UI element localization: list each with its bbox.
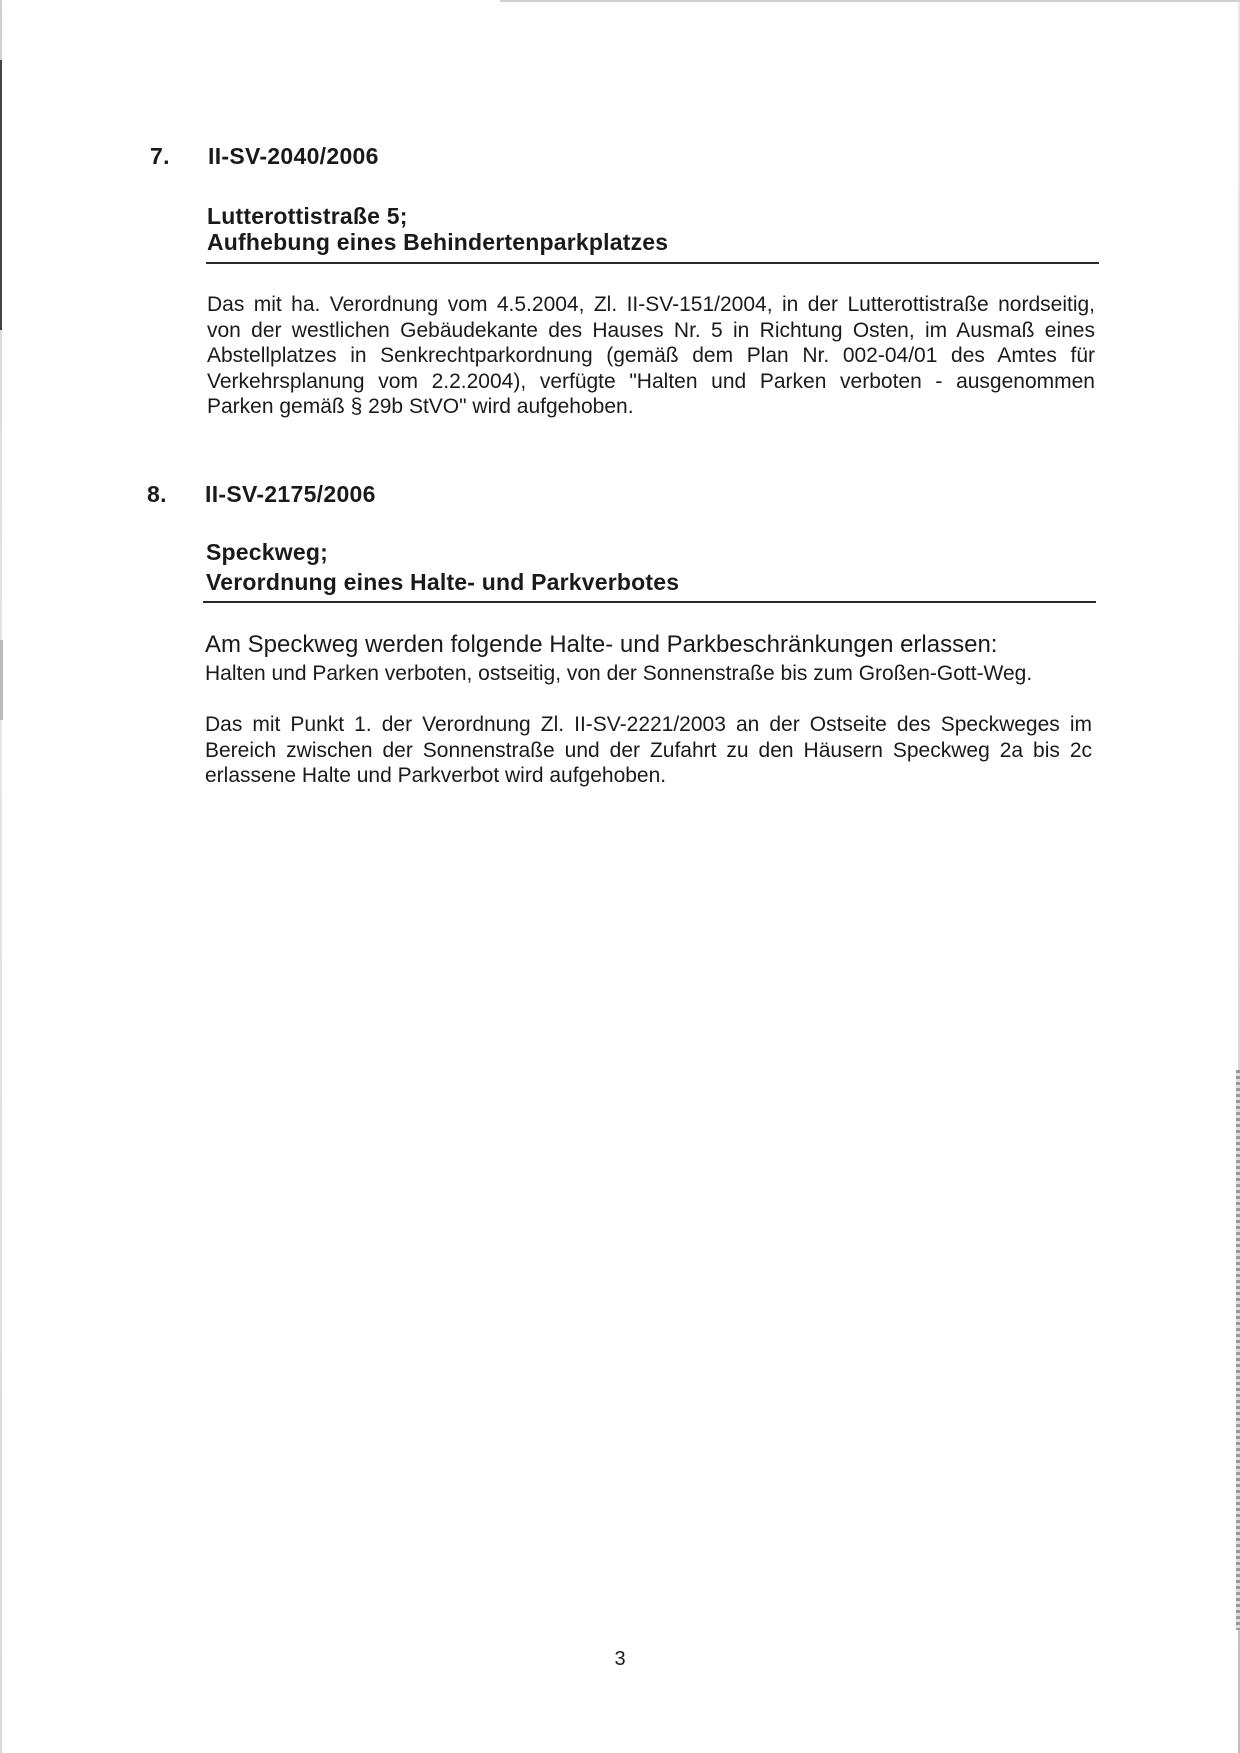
item-number: 7. xyxy=(150,143,170,169)
scan-edge-top xyxy=(500,0,1240,2)
scan-mark-left-top xyxy=(0,60,2,330)
item-body: Das mit ha. Verordnung vom 4.5.2004, Zl. II-SV-151/2004, in der Lutterottistraße nordseitig, von der westlichen Gebäudekante des Hauses Nr. 5 in Richtung Osten, im Ausmaß eines Abstellplatzes in Senkrechtparkordnung (gemäß dem Plan Nr. 002-04/01 des Amtes für Verkehrsplanung vom 2.2.2004), verfügte "Halten und Parken verboten - ausgenommen Parken gemäß § 29b StVO" wird aufgehoben. xyxy=(207,293,1095,418)
item-heading-title: Aufhebung eines Behindertenparkplatzes xyxy=(207,229,669,255)
item-heading-title: Verordnung eines Halte- und Parkverbotes xyxy=(206,569,680,595)
page-number: 3 xyxy=(614,1648,626,1670)
item-body: Halten und Parken verboten, ostseitig, von der Sonnenstraße bis zum Großen-Gott-Weg. xyxy=(205,662,1033,685)
item-reference: II-SV-2175/2006 xyxy=(205,481,376,507)
scan-mark-right xyxy=(1236,1070,1240,1630)
item-heading-street: Speckweg; xyxy=(206,539,328,565)
item-heading-street: Lutterottistraße 5; xyxy=(207,203,408,229)
item-number: 8. xyxy=(147,481,167,507)
heading-underline xyxy=(206,262,1099,264)
item-body-continued: Das mit Punkt 1. der Verordnung Zl. II-SV-2221/2003 an der Ostseite des Speckweges im Bereich zwischen der Sonnenstraße und der Zufahrt zu den Häusern Speckweg 2a bis 2c erlassene Halte und Parkverbot wird aufgehoben. xyxy=(205,713,1092,787)
scan-mark-left xyxy=(0,640,3,720)
heading-underline xyxy=(203,601,1096,603)
item-lead: Am Speckweg werden folgende Halte- und Parkbeschränkungen erlassen: xyxy=(205,631,998,658)
item-reference: II-SV-2040/2006 xyxy=(208,143,379,169)
